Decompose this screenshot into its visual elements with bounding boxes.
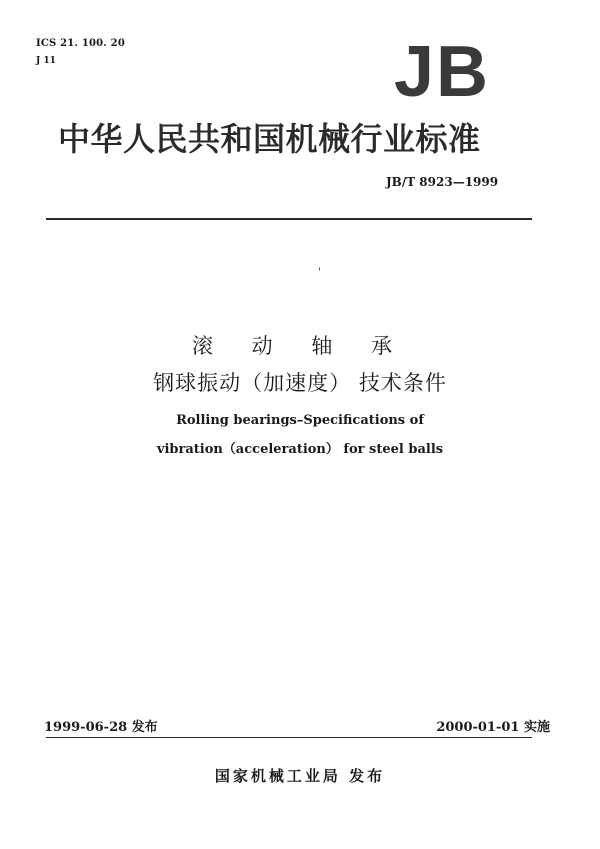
- chinese-title-line-1: 滚 动 轴 承: [191, 334, 409, 358]
- implementation-date: 2000-01-01 实施: [436, 720, 550, 735]
- standard-category-title: 中华人民共和国机械行业标准: [58, 120, 481, 158]
- top-divider: [46, 218, 532, 220]
- classification-code: J 11: [36, 56, 56, 66]
- ics-code: ICS 21. 100. 20: [36, 38, 125, 49]
- chinese-title-line-2: 钢球振动（加速度） 技术条件: [153, 371, 447, 395]
- publisher: 国家机械工业局 发布: [214, 767, 386, 785]
- english-title-line-1: Rolling bearings–Specifications of: [176, 413, 424, 428]
- stray-mark: ': [318, 267, 321, 278]
- english-title-line-2: vibration（acceleration） for steel balls: [156, 442, 444, 457]
- standard-number: JB/T 8923—1999: [386, 175, 499, 189]
- bottom-divider: [46, 737, 532, 738]
- issue-date: 1999-06-28 发布: [44, 720, 158, 735]
- jb-logo: JB: [394, 32, 491, 112]
